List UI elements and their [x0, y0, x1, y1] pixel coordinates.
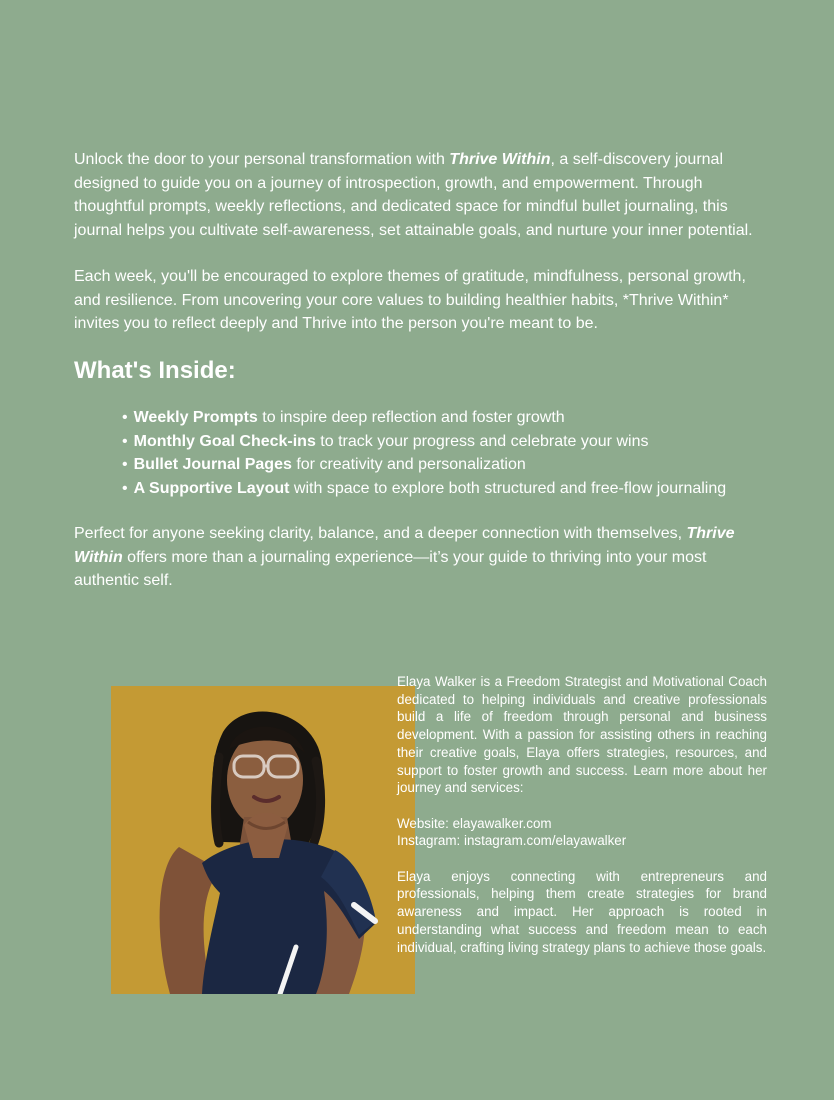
bullet-icon: • [122, 479, 128, 497]
feature-description: to track your progress and celebrate your wins [315, 432, 649, 450]
feature-description: to inspire deep reflection and foster growth [257, 409, 565, 426]
author-approach-paragraph: Elaya enjoys connecting with entrepreneurs and professionals, helping them create strategies for brand awareness and impact. Her approach is rooted in understanding what success and freedom mean to each individual, crafting living strategy plans to achieve those goals. [397, 868, 767, 955]
closing-paragraph [74, 522, 774, 593]
author-bio [397, 673, 767, 956]
feature-monthly-goal-check-ins [122, 430, 774, 454]
whats-inside-heading: What's Inside: [74, 356, 236, 384]
author-contact-info [397, 815, 767, 850]
closing-book-title: Thrive Within [74, 525, 735, 566]
author-photo [111, 686, 415, 994]
bullet-icon: • [122, 409, 128, 426]
weekly-themes-paragraph: Each week, you'll be encouraged to explore themes of gratitude, mindfulness, personal growth, and resilience. From uncovering your core values to building healthier habits, *Thrive Within* invites you to reflect deeply and Thrive into the person you're meant to be. [74, 268, 746, 332]
feature-supportive-layout [122, 477, 774, 501]
author-portrait-illustration [111, 686, 415, 994]
intro-paragraph [74, 148, 774, 242]
feature-label: Weekly Prompts [133, 409, 258, 426]
feature-description: with space to explore both structured and free-flow journaling [289, 479, 727, 497]
intro-text-end: , a self-discovery journal designed to guide you on a journey of introspection, growth, and empowerment. Through thoughtful prompts, weekly reflections, and dedicated space for mindful bullet journaling, this journal helps you cultivate self-awareness, set attainable goals, and nurture your inner potential. [74, 151, 753, 239]
intro-text-start: Unlock the door to your personal transformation with [74, 151, 450, 168]
bullet-icon: • [122, 456, 128, 473]
closing-text-start: Perfect for anyone seeking clarity, balance, and a deeper connection with themselves, [74, 525, 687, 542]
intro-book-title: Thrive Within [449, 151, 551, 168]
feature-label: Bullet Journal Pages [133, 456, 292, 473]
closing-text-end: offers more than a journaling experience—it’s your guide to thriving into your most authentic self. [74, 548, 707, 589]
whats-inside-list [74, 406, 774, 500]
bullet-icon: • [122, 432, 128, 450]
author-intro-paragraph: Elaya Walker is a Freedom Strategist and Motivational Coach dedicated to helping individuals and creative professionals build a life of freedom through personal and business development. With a passion for assisting others in reaching their creative goals, Elaya offers strategies, resources, and support to foster growth and success. Learn more about her journey and services: [397, 674, 767, 796]
instagram-text: Instagram: instagram.com/elayawalker [397, 833, 627, 849]
website-text: Website: elayawalker.com [397, 815, 552, 831]
feature-label: Monthly Goal Check-ins [133, 432, 316, 450]
feature-label: A Supportive Layout [133, 479, 290, 497]
feature-description: for creativity and personalization [291, 456, 526, 473]
book-description [74, 148, 774, 593]
feature-bullet-journal-pages [122, 453, 774, 477]
locs-left [216, 757, 219, 843]
feature-weekly-prompts [122, 406, 774, 430]
